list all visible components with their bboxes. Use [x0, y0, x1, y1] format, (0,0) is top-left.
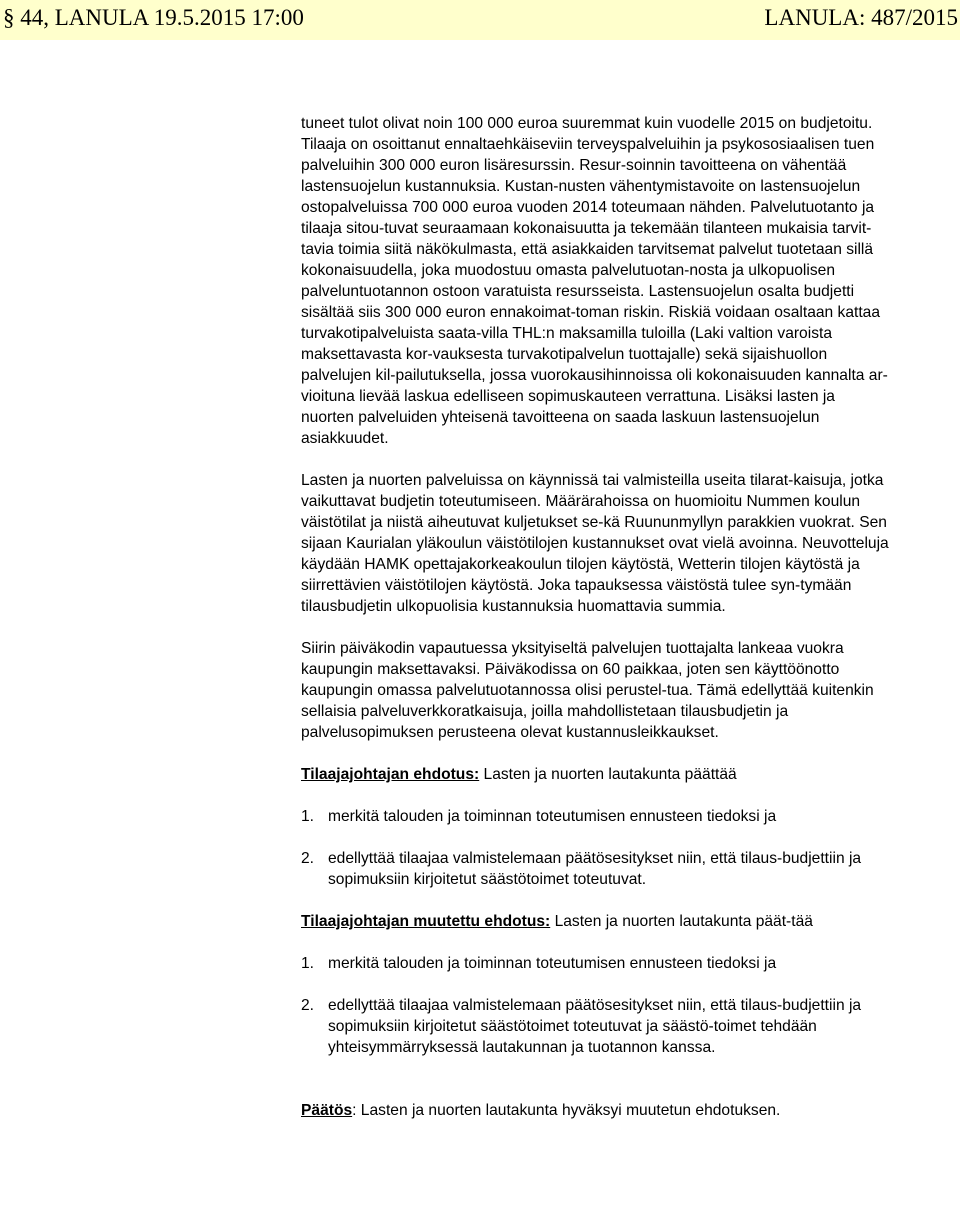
page-header [0, 0, 960, 40]
list-number: 1. [301, 808, 315, 825]
proposal-text: Lasten ja nuorten lautakunta päättää [479, 766, 737, 783]
amended-proposal-item-2 [301, 995, 891, 1058]
amended-proposal-item-1 [301, 953, 891, 974]
list-text: merkitä talouden ja toiminnan toteutumisen ennusteen tiedoksi ja [328, 808, 777, 825]
proposal-item-2 [301, 848, 891, 890]
header-section-reference: § 44, LANULA 19.5.2015 17:00 [3, 5, 304, 30]
amended-proposal-label: Tilaajajohtajan muutettu ehdotus: [301, 913, 551, 930]
proposal-item-1 [301, 806, 891, 827]
decision-text: : Lasten ja nuorten lautakunta hyväksyi muutetun ehdotuksen. [352, 1102, 781, 1119]
proposal-label: Tilaajajohtajan ehdotus: [301, 766, 480, 783]
proposal-heading [301, 764, 891, 785]
list-text: edellyttää tilaajaa valmistelemaan päätösesitykset niin, että tilaus-budjettiin ja sopimuksiin kirjoitetut säästötoimet toteutuvat ja säästö-toimet tehdään yhteisymmärryksessä lautakunnan ja tuotannon kanssa. [328, 997, 862, 1056]
list-text: edellyttää tilaajaa valmistelemaan päätösesitykset niin, että tilaus-budjettiin ja sopimuksiin kirjoitetut säästötoimet toteutuvat. [328, 850, 862, 888]
paragraph-facilities: Lasten ja nuorten palveluissa on käynnissä tai valmisteilla useita tilarat-kaisuja, jotka vaikuttavat budjetin toteutumiseen. Määrärahoissa on huomioitu Nummen koulun väistötilat ja niistä aiheutuvat kuljetukset se-kä Ruununmyllyn parakkien vuokrat. Sen sijaan Kaurialan yläkoulun väistötilojen kustannukset ovat vielä avoinna. Neuvotteluja käydään HAMK opettajakorkeakoulun tilojen käytöstä, Wetterin tilojen käytöstä ja siirrettävien väistötilojen käytöstä. Joka tapauksessa väistöstä tulee syn-tymään tilausbudjetin ulkopuolisia kustannuksia huomattavia summia. [301, 472, 889, 615]
list-number: 2. [301, 997, 315, 1014]
header-document-number: LANULA: 487/2015 [764, 5, 958, 30]
amended-proposal-text: Lasten ja nuorten lautakunta päät-tää [550, 913, 813, 930]
list-text: merkitä talouden ja toiminnan toteutumisen ennusteen tiedoksi ja [328, 955, 777, 972]
list-number: 2. [301, 850, 315, 867]
decision-label: Päätös [301, 1102, 353, 1119]
amended-proposal-heading [301, 911, 891, 932]
document-body [301, 113, 891, 1121]
list-number: 1. [301, 955, 315, 972]
decision [301, 1100, 891, 1121]
paragraph-budget-risk: tuneet tulot olivat noin 100 000 euroa suuremmat kuin vuodelle 2015 on budjetoitu. Tilaaja on osoittanut ennaltaehkäiseviin terveyspalveluihin ja psykososiaalisen tuen palveluihin 300 000 euron lisäresurssin. Resur-soinnin tavoitteena on vähentää lastensuojelun kustannuksia. Kustan-nusten vähentymistavoite on lastensuojelun ostopalveluissa 700 000 euroa vuoden 2014 toteumaan nähden. Palvelutuotanto ja tilaaja sitou-tuvat seuraamaan kokonaisuutta ja tekemään tilanteen mukaisia tarvit-tavia toimia siitä näkökulmasta, että asiakkaiden tarvitsemat palvelut tuotetaan sillä kokonaisuudella, joka muodostuu omasta palvelutuotan-nosta ja ulkopuolisen palveluntuotannon ostoon varatuista resursseista. Lastensuojelun osalta budjetti sisältää siis 300 000 euron ennakoimat-toman riskin. Riskiä voidaan osaltaan kattaa turvakotipalveluista saata-villa THL:n maksamilla tuloilla (Laki valtion varoista maksettavasta kor-vauksesta turvakotipalvelun tuottajalle) sekä sijaishuollon palvelujen kil-pailutuksella, jossa vuorokausihinnoissa oli kokonaisuuden kannalta ar-vioituna lievää laskua edelliseen sopimuskauteen verrattuna. Lisäksi lasten ja nuorten palveluiden yhteisenä tavoitteena on saada laskuun lastensuojelun asiakkuudet. [301, 115, 888, 447]
paragraph-daycare: Siirin päiväkodin vapautuessa yksityiseltä palvelujen tuottajalta lankeaa vuokra kaupungin maksettavaksi. Päiväkodissa on 60 paikkaa, joten sen käyttöönotto kaupungin omassa palvelutuotannossa olisi perustel-tua. Tämä edellyttää kuitenkin sellaisia palveluverkkoratkaisuja, joilla mahdollistetaan tilausbudjetin ja palvelusopimuksen perusteena olevat kustannusleikkaukset. [301, 640, 874, 741]
